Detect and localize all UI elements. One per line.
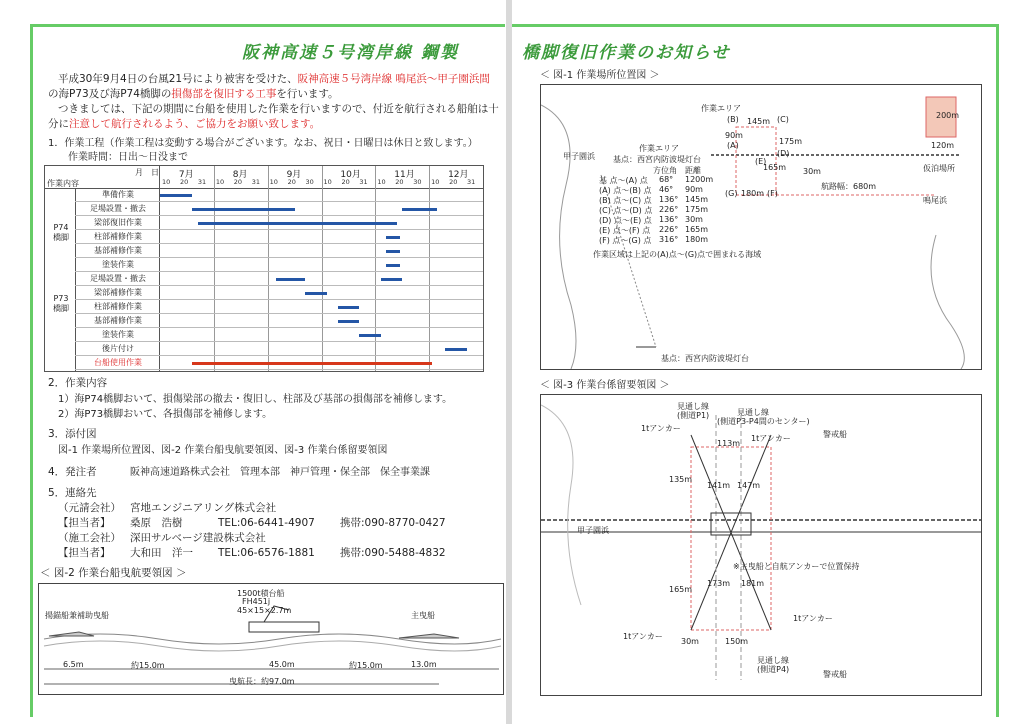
section-4-heading: 4．発注者 [48, 466, 97, 478]
coordinates-cell: 145m [685, 195, 709, 204]
coordinates-header [599, 165, 717, 175]
figure-2-caption: ＜ 図-2 作業台船曳航要領図 ＞ [40, 567, 187, 579]
contact-1-role: （元請会社） [58, 502, 121, 514]
dim-113m: 113m [717, 439, 741, 448]
intro-text: 平成30年9月4日の台風21号により被害を受けた、 [58, 73, 298, 85]
day-tick: 30 [413, 178, 422, 186]
task-label: 準備作業 [102, 190, 134, 199]
coordinates-cell: 68° [659, 175, 674, 184]
task-bar [160, 194, 192, 197]
work-hours: 作業時間：日出～日没まで [68, 152, 188, 163]
task-bar [192, 208, 294, 211]
day-tick: 10 [215, 178, 225, 186]
dim-145m: 145m [747, 117, 771, 126]
dim-147m: 147m [737, 481, 761, 490]
coordinates-row [599, 175, 717, 185]
coordinates-cell: 226° [659, 205, 679, 214]
task-label: 後片付け [102, 344, 134, 353]
schedule-corner-task: 作業内容 [47, 179, 79, 188]
figure-1-caption: ＜ 図-1 作業場所位置図 ＞ [540, 70, 660, 81]
coordinates-rows [599, 175, 717, 245]
coordinates-cell: (C) 点～(D) 点 [599, 206, 653, 215]
section-2-heading: 2．作業内容 [48, 377, 108, 389]
schedule-corner-date: 月 日 [135, 168, 159, 177]
task-bar [386, 264, 399, 267]
anchor-bottom-right: 1tアンカー [793, 614, 833, 623]
dim-120m: 120m [931, 141, 955, 150]
dim-30m: 30m [803, 167, 821, 176]
section-2-item-1: 1）海P74橋脚おいて、損傷梁部の撤去・復旧し、柱部及び基部の損傷部を補修します。 [58, 394, 453, 405]
coordinates-row [599, 235, 717, 245]
contact-1-mobile: 携帯:090-8770-0427 [340, 517, 446, 529]
coordinates-row [599, 205, 717, 215]
month-label: 9月 [286, 170, 302, 180]
day-tick: 20 [179, 178, 189, 186]
contact-2-mobile: 携帯:090-5488-4832 [340, 547, 446, 559]
figure-3-caption: ＜ 図-3 作業台係留要領図 ＞ [540, 380, 670, 391]
group-p74: P74 橋脚 [53, 223, 69, 242]
day-tick: 10 [323, 178, 332, 186]
dim-135m: 135m [669, 475, 693, 484]
coordinates-cell: (B) 点～(C) 点 [599, 196, 652, 205]
dim-45m: 45.0m [269, 660, 295, 669]
coordinates-row [599, 215, 717, 225]
tow-length: 曳航長：約97.0m [229, 677, 295, 686]
anchor-top-right: 1tアンカー [751, 434, 791, 443]
figure-1-panel [540, 84, 982, 370]
coordinates-base: 基点：西宮内防波堤灯台 [613, 155, 701, 164]
day-tick: 31 [251, 178, 260, 186]
document-title-left: 阪神高速５号湾岸線 鋼製 [242, 43, 459, 63]
day-tick: 20 [341, 178, 350, 186]
task-label: 台船使用作業 [94, 358, 142, 367]
guard-boat-bottom: 警戒船 [823, 670, 847, 679]
task-label: 基部補修作業 [94, 316, 142, 325]
base-point-label: 基点：西宮内防波堤灯台 [661, 354, 749, 363]
day-tick: 10 [269, 178, 278, 186]
dim-30m: 30m [681, 637, 699, 646]
section-5-heading: 5．連絡先 [48, 487, 97, 499]
point-g: (G) [725, 189, 738, 198]
month-label: 7月 [178, 170, 194, 180]
header-distance: 距離 [685, 166, 701, 175]
point-c: (C) [777, 115, 789, 124]
coordinates-cell: (D) 点～(E) 点 [599, 216, 652, 225]
coordinates-table [593, 143, 762, 260]
intro-line-1 [58, 72, 490, 87]
figure-2-panel [38, 583, 504, 695]
contact-2-company: 深田サルベージ建設株式会社 [130, 532, 266, 544]
place-naruo: 鳴尾浜 [923, 196, 947, 205]
coordinates-cell: (F) 点～(G) 点 [599, 236, 652, 245]
sight-line-3: 見通し線 [757, 656, 789, 665]
dim-13m: 13.0m [411, 660, 437, 669]
header-azimuth: 方位角 [653, 166, 677, 175]
anchor-bottom-left: 1tアンカー [623, 632, 663, 641]
place-koshien-fig3: 甲子園浜 [577, 526, 609, 535]
contact-2-role: （施工会社） [58, 532, 121, 544]
task-bar [276, 278, 306, 281]
task-bar [359, 334, 381, 337]
right-ship-label: 主曳船 [411, 611, 435, 620]
intro-line-2 [48, 87, 339, 102]
coordinates-cell: 1200m [685, 175, 714, 184]
task-label: 足場設置・撤去 [90, 204, 146, 213]
task-label: 基部補修作業 [94, 246, 142, 255]
nav-width: 航路幅：680m [821, 182, 877, 191]
point-f: (F) [767, 189, 778, 198]
task-bar [198, 222, 397, 225]
task-label: 梁部復旧作業 [94, 218, 142, 227]
task-bar [402, 208, 437, 211]
coordinates-cell: 90m [685, 185, 703, 194]
day-tick: 31 [359, 178, 368, 186]
day-tick: 20 [287, 178, 296, 186]
coordinates-cell: 316° [659, 235, 679, 244]
task-bar [386, 250, 399, 253]
task-bar [305, 292, 327, 295]
section-2-item-2: 2）海P73橋脚おいて、各損傷部を補修します。 [58, 409, 273, 420]
barge-label-2: FH451j [242, 597, 271, 606]
place-karitomari: 仮泊場所 [923, 164, 955, 173]
coordinates-row [599, 195, 717, 205]
coordinates-title: 作業エリア [639, 144, 679, 153]
coordinates-cell: 30m [685, 215, 703, 224]
intro-highlight: 阪神高速５号湾岸線 鳴尾浜～甲子園浜間 [297, 73, 490, 85]
intro-line-3: つきましては、下記の期間に台船を使用した作業を行いますので、付近を航行される船舶は十 [58, 103, 499, 115]
day-tick: 20 [395, 178, 404, 186]
coordinates-row [599, 185, 717, 195]
dim-6-5m: 6.5m [63, 660, 84, 669]
intro-highlight: 注意して航行されるよう、ご協力をお願い致します。 [69, 118, 321, 130]
day-tick: 10 [162, 178, 171, 186]
coordinates-cell: 180m [685, 235, 709, 244]
intro-text: を行います。 [276, 88, 339, 100]
contact-2-name: 大和田 洋一 [130, 547, 193, 559]
dim-173m: 173m [707, 579, 731, 588]
schedule-table [44, 165, 484, 372]
contact-1-company: 宮地エンジニアリング株式会社 [130, 502, 277, 514]
task-bar [445, 348, 467, 351]
barge-label-3: 45×15×2.7m [237, 606, 292, 615]
sight-line-1: 見通し線 [677, 402, 709, 411]
dim-150m: 150m [725, 637, 749, 646]
intro-line-4 [48, 117, 320, 132]
group-p73: P73 橋脚 [53, 294, 69, 313]
day-tick: 10 [377, 178, 386, 186]
section-4-body: 阪神高速道路株式会社 管理本部 神戸管理・保全部 保全事業課 [130, 467, 430, 478]
contact-1-pic-label: 【担当者】 [58, 517, 111, 529]
day-tick: 20 [449, 178, 458, 186]
guard-boat-top: 警戒船 [823, 430, 847, 439]
task-label: 柱部補修作業 [94, 232, 142, 241]
dim-200m: 200m [936, 111, 960, 120]
coordinates-row [599, 225, 717, 235]
contact-1-name: 桑原 浩樹 [130, 517, 183, 529]
dim-15m-left: 約15.0m [131, 661, 165, 670]
positioning-note: ※主曳船と自航アンカーで位置保持 [733, 562, 860, 571]
coordinates-cell: (A) 点～(B) 点 [599, 186, 652, 195]
day-tick: 10 [431, 178, 440, 186]
coordinates-cell: 基 点～(A) 点 [599, 176, 648, 185]
task-bar [192, 362, 432, 365]
sight-line-2: 見通し線 [737, 408, 769, 417]
coordinates-cell: 226° [659, 225, 679, 234]
task-bar [338, 320, 360, 323]
coordinates-cell: (E) 点～(F) 点 [599, 226, 651, 235]
task-label: 足場設置・撤去 [90, 274, 146, 283]
dim-15m-right: 約15.0m [349, 661, 383, 670]
dim-165m: 165m [763, 163, 787, 172]
section-3-heading: 3．添付図 [48, 428, 97, 440]
task-label: 塗装作業 [102, 260, 134, 269]
day-tick: 31 [467, 178, 476, 186]
coordinates-cell: 136° [659, 215, 679, 224]
left-ship-label: 揚錨船兼補助曳船 [45, 611, 109, 620]
anchor-top-left: 1tアンカー [641, 424, 681, 433]
task-label: 梁部補修作業 [94, 288, 142, 297]
task-label: 塗装作業 [102, 330, 134, 339]
dim-165m: 165m [669, 585, 693, 594]
month-label: 10月 [340, 170, 361, 180]
place-koshien: 甲子園浜 [563, 152, 595, 161]
figure-3-panel [540, 394, 982, 696]
coordinates-note: 作業区域は上記の(A)点～(G)点で囲まれる海域 [593, 250, 762, 259]
barge-label-1: 1500t積台船 [237, 589, 285, 598]
dim-175m: 175m [779, 137, 803, 146]
task-bar [338, 306, 360, 309]
section-3-body: 図-1 作業場所位置図、図-2 作業台船曳航要領図、図-3 作業台係留要領図 [58, 445, 388, 456]
contact-2-tel: TEL:06-6576-1881 [218, 547, 315, 559]
point-b: (B) [727, 115, 739, 124]
dim-90m: 90m [725, 131, 743, 140]
dim-141m: 141m [707, 481, 731, 490]
contact-2-pic-label: 【担当者】 [58, 547, 111, 559]
month-label: 8月 [232, 170, 248, 180]
task-label: 柱部補修作業 [94, 302, 142, 311]
day-tick: 30 [305, 178, 314, 186]
section-1-heading: 1．作業工程（作業工程は変動する場合がございます。なお、祝日・日曜日は休日と致します。） [48, 138, 478, 149]
task-bar [381, 278, 403, 281]
contact-1-tel: TEL:06-6441-4907 [218, 517, 315, 529]
dim-180m: 180m [741, 189, 765, 198]
task-bar [386, 236, 399, 239]
coordinates-cell: 175m [685, 205, 709, 214]
sight-line-1-sub: (側道P1) [677, 411, 710, 420]
coordinates-cell: 165m [685, 225, 709, 234]
point-d: (D) [777, 149, 790, 158]
work-area-label: 作業エリア [701, 104, 741, 113]
coordinates-cell: 136° [659, 195, 679, 204]
dim-181m: 181m [741, 579, 765, 588]
coordinates-cell: 46° [659, 185, 674, 194]
sight-line-3-sub: (側道P4) [757, 665, 790, 674]
intro-text: の海P73及び海P74橋脚の [48, 88, 172, 100]
month-label: 11月 [394, 170, 415, 180]
day-tick: 20 [233, 178, 243, 186]
intro-highlight: 損傷部を復旧する工事 [171, 88, 277, 100]
month-label: 12月 [448, 170, 469, 180]
sight-line-2-sub: (側道P3-P4間のセンター) [717, 417, 810, 426]
document-title-right: 橋脚復旧作業のお知らせ [522, 43, 731, 63]
day-tick: 31 [197, 178, 207, 186]
point-a: (A) [727, 141, 739, 150]
point-e: (E) [755, 157, 767, 166]
intro-text: 分に [48, 118, 69, 130]
